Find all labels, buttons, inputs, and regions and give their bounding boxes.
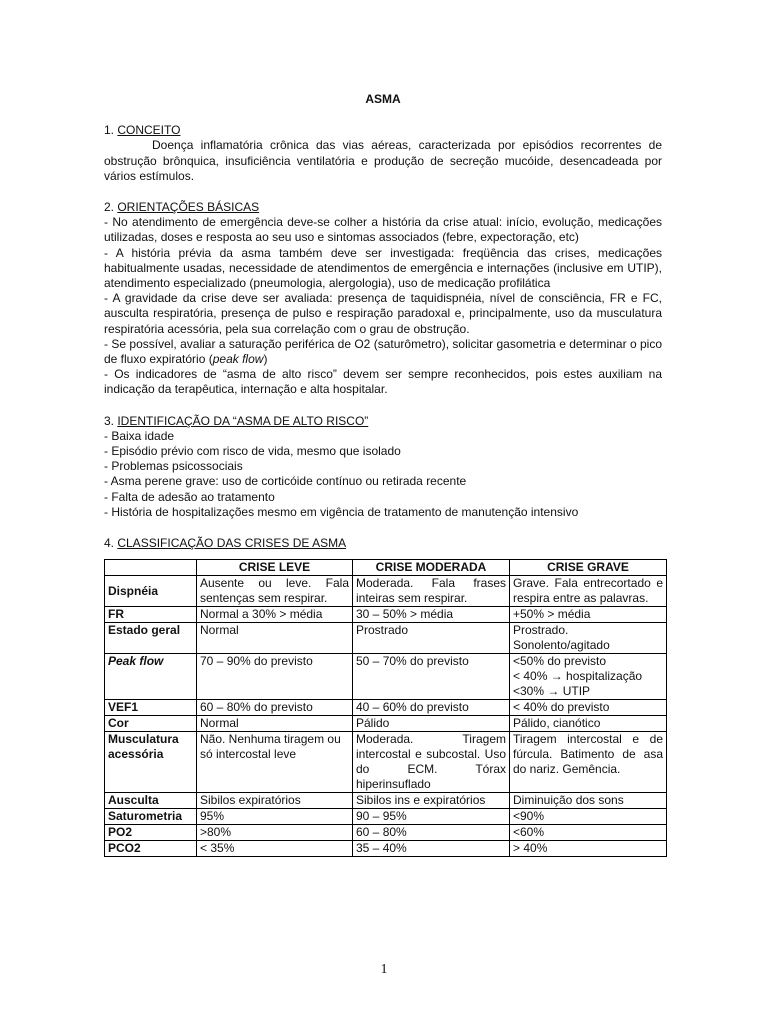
italic-term: peak flow	[212, 352, 264, 367]
text-run: )	[263, 352, 268, 367]
table-cell: 60 – 80%	[353, 825, 510, 841]
table-cell: 70 – 90% do previsto	[197, 654, 353, 700]
table-cell: Normal a 30% > média	[197, 607, 353, 623]
table-cell: Prostrado. Sonolento/agitado	[510, 623, 667, 654]
row-label: PO2	[105, 825, 197, 841]
table-row	[105, 654, 667, 700]
list-item: - História de hospitalizações mesmo em vigência de tratamento de manutenção intensivo	[104, 504, 579, 519]
paragraph: Doença inflamatória crônica das vias aéreas, caracterizada por episódios recorrentes de obstrução brônquica, insuficiência ventilatória e produção de secreção mucóide, desencadeada por vários estímulos.	[104, 138, 662, 183]
page-number: 1	[380, 962, 388, 977]
table-header-cell: CRISE LEVE	[197, 560, 353, 576]
table-cell: >80%	[197, 825, 353, 841]
section-classificacao	[104, 536, 662, 551]
section-title: IDENTIFICAÇÃO DA “ASMA DE ALTO RISCO”	[117, 413, 369, 428]
table-cell: 30 – 50% > média	[353, 607, 510, 623]
classification-table	[104, 559, 667, 857]
table-cell: 35 – 40%	[353, 841, 510, 857]
paragraph: - Os indicadores de “asma de alto risco” devem ser sempre reconhecidos, pois estes auxiliam na indicação da terapêutica, internação e alta hospitalar.	[104, 367, 662, 397]
list-item: - Baixa idade	[104, 428, 175, 443]
table-cell: Não. Nenhuma tiragem ou só intercostal leve	[197, 732, 353, 793]
row-label: Saturometria	[105, 809, 197, 825]
table-cell: Tiragem intercostal e de fúrcula. Batimento de asa do nariz. Gemência.	[510, 732, 667, 793]
section-number: 2.	[104, 200, 118, 215]
table-cell: Normal	[197, 623, 353, 654]
paragraph: - A gravidade da crise deve ser avaliada: presença de taquidispnéia, nível de consciência, FR e FC, ausculta respiratória, presença de pulso e respiração paradoxal e, principalmente, uso da musculatura respiratória acessória, pela sua correlação com o grau de obstrução.	[104, 291, 662, 336]
table-cell: <60%	[510, 825, 667, 841]
table-cell: < 35%	[197, 841, 353, 857]
table-row	[105, 607, 667, 623]
table-cell: 60 – 80% do previsto	[197, 700, 353, 716]
table-cell: Sibilos ins e expiratórios	[353, 793, 510, 809]
table-cell: Normal	[197, 716, 353, 732]
table-row	[105, 716, 667, 732]
table-row	[105, 841, 667, 857]
row-label: Estado geral	[105, 623, 197, 654]
table-cell: Sibilos expiratórios	[197, 793, 353, 809]
section-title: CONCEITO	[117, 123, 181, 138]
list-item: - Episódio prévio com risco de vida, mesmo que isolado	[104, 444, 401, 459]
document-content	[104, 92, 662, 857]
table-cell: <90%	[510, 809, 667, 825]
section-heading	[104, 414, 662, 429]
section-conceito	[104, 123, 662, 184]
table-cell: 50 – 70% do previsto	[353, 654, 510, 700]
table-row	[105, 576, 667, 607]
paragraph: - A história prévia da asma também deve ser investigada: freqüência das crises, medicações habitualmente usadas, necessidade de atendimentos de emergência e internações (inclusive em UTIP), atendimento especializado (pneumologia, alergologia), uso de medicação profilática	[104, 245, 662, 291]
table-row	[105, 732, 667, 793]
section-orientacoes	[104, 200, 662, 398]
section-alto-risco	[104, 414, 662, 520]
table-row	[105, 793, 667, 809]
table-cell: Pálido, cianótico	[510, 716, 667, 732]
table-cell: Prostrado	[353, 623, 510, 654]
table-cell: Moderada. Fala frases inteiras sem respirar.	[353, 576, 510, 607]
row-label: VEF1	[105, 700, 197, 716]
section-title: ORIENTAÇÕES BÁSICAS	[117, 200, 260, 215]
section-heading	[104, 200, 662, 215]
table-cell: +50% > média	[510, 607, 667, 623]
table-cell: > 40%	[510, 841, 667, 857]
table-row	[105, 825, 667, 841]
table-header-cell: CRISE MODERADA	[353, 560, 510, 576]
list-item: - Falta de adesão ao tratamento	[104, 489, 275, 504]
section-number: 1.	[104, 123, 118, 138]
document-title: ASMA	[365, 92, 401, 106]
row-label: Musculatura acessória	[105, 732, 197, 793]
table-cell: <50% do previsto < 40% → hospitalização <30% → UTIP	[510, 654, 667, 700]
section-number: 4.	[104, 536, 118, 551]
text-run: - Se possível, avaliar a saturação periférica de O2 (saturômetro), solicitar gasometria e determinar o pico de fluxo expiratório (	[104, 336, 662, 367]
section-number: 3.	[104, 413, 118, 428]
table-header-row	[105, 560, 667, 576]
list-item: - Problemas psicossociais	[104, 459, 243, 474]
row-label: Dispnéia	[105, 576, 197, 607]
row-label: FR	[105, 607, 197, 623]
section-heading	[104, 123, 662, 138]
section-title: CLASSIFICAÇÃO DAS CRISES DE ASMA	[117, 536, 347, 551]
row-label: Cor	[105, 716, 197, 732]
list-item: - Asma perene grave: uso de corticóide contínuo ou retirada recente	[104, 474, 467, 489]
table-cell: 40 – 60% do previsto	[353, 700, 510, 716]
table-row	[105, 809, 667, 825]
table-row	[105, 700, 667, 716]
paragraph	[104, 337, 662, 367]
table-cell: Grave. Fala entrecortado e respira entre as palavras.	[510, 576, 667, 607]
table-cell: Moderada. Tiragem intercostal e subcostal. Uso do ECM. Tórax hiperinsuflado	[353, 732, 510, 793]
table-row	[105, 623, 667, 654]
row-label: PCO2	[105, 841, 197, 857]
row-label: Peak flow	[105, 654, 197, 700]
table-cell: Pálido	[353, 716, 510, 732]
table-header-cell	[105, 560, 197, 576]
table-cell: 95%	[197, 809, 353, 825]
table-cell: Ausente ou leve. Fala sentenças sem respirar.	[197, 576, 353, 607]
section-heading	[104, 536, 662, 551]
paragraph: - No atendimento de emergência deve-se colher a história da crise atual: início, evolução, medicações utilizadas, doses e resposta ao seu uso e sintomas associados (febre, expectoração, etc)	[104, 215, 662, 245]
row-label: Ausculta	[105, 793, 197, 809]
table-cell: < 40% do previsto	[510, 700, 667, 716]
table-header-cell: CRISE GRAVE	[510, 560, 667, 576]
table-cell: Diminuição dos sons	[510, 793, 667, 809]
table-cell: 90 – 95%	[353, 809, 510, 825]
